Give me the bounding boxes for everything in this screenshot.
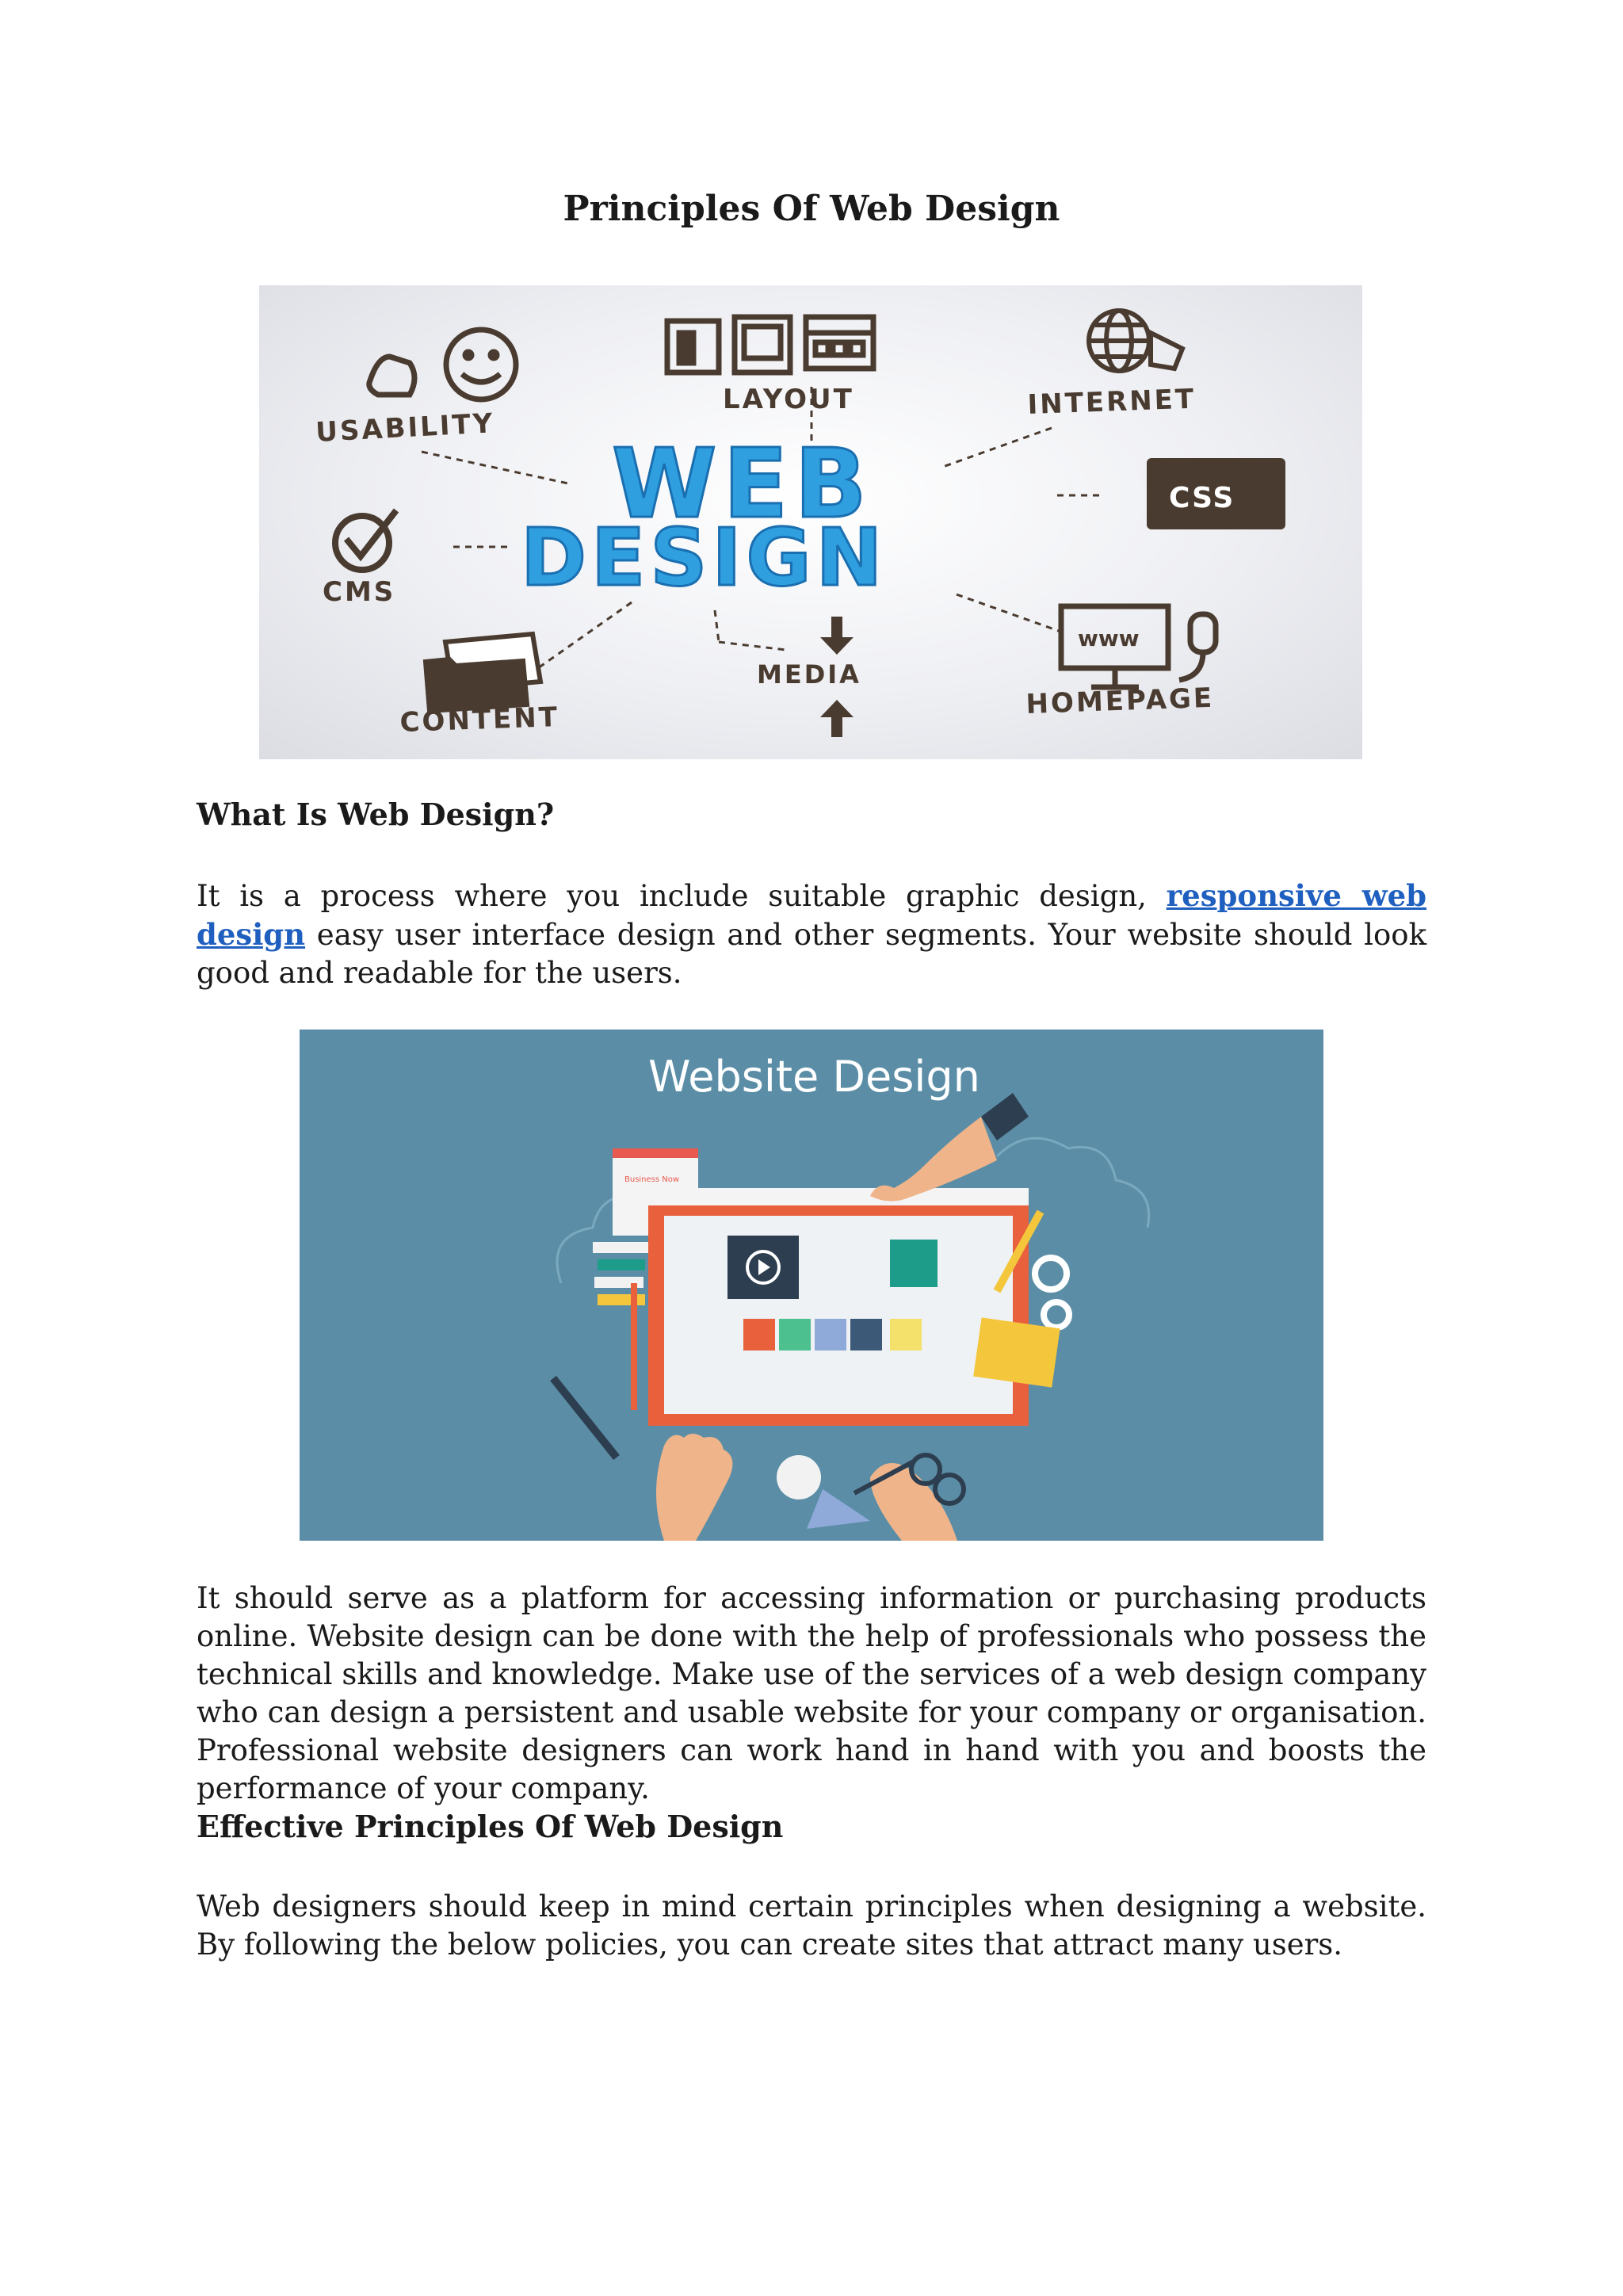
web-word: WEB: [612, 430, 873, 540]
page-title: Principles Of Web Design: [563, 189, 1060, 229]
css-label: CSS: [1169, 482, 1235, 514]
web-design-concept-image: [259, 285, 1362, 759]
hand-bottom-left: [656, 1434, 732, 1541]
paragraph-effective-principles: Web designers should keep in mind certain principles when designing a website. By following the below policies, you can create sites that attract many users.: [197, 1889, 1426, 1962]
website-design-illustration: [300, 1030, 1323, 1541]
layout-label: LAYOUT: [723, 384, 854, 415]
layout-icon: [667, 317, 873, 372]
paragraph-what-is-web-design: [197, 877, 1426, 992]
content-icon: [426, 634, 540, 711]
gear-icon: [1035, 1258, 1069, 1328]
responsive-web-design-link[interactable]: responsive web design: [197, 878, 1427, 952]
cms-icon: [335, 510, 396, 570]
section-heading-effective-principles: Effective Principles Of Web Design: [197, 1809, 784, 1844]
illustration-title: Website Design: [648, 1052, 980, 1102]
sticky-note-text: Business Now: [624, 1175, 680, 1184]
www-label: www: [1078, 625, 1140, 651]
folder-card: [973, 1317, 1060, 1387]
homepage-label: HOMEPAGE: [1025, 682, 1215, 720]
internet-label: INTERNET: [1026, 383, 1197, 421]
internet-icon: [1089, 311, 1182, 371]
usability-label: USABILITY: [315, 407, 496, 449]
media-label: MEDIA: [757, 659, 861, 690]
design-word: DESIGN: [521, 511, 888, 604]
paragraph-text: It is a process where you include suitable graphic design,: [197, 879, 1167, 913]
usability-icon: [369, 330, 516, 399]
speech-bubble: [777, 1455, 821, 1499]
content-label: CONTENT: [399, 701, 560, 739]
paragraph-text: easy user interface design and other segments. Your website should look good and readable for the users.: [197, 918, 1426, 990]
section-heading-what-is-web-design: What Is Web Design?: [197, 797, 555, 832]
paragraph-platform: It should serve as a platform for accessing information or purchasing products online. Website design can be done with the help of professionals who possess the technical skills and knowledge. Make use of the services of a web design company who can design a persistent and usable website for your company or organisation. Professional website designers can work hand in hand with you and boosts the performance of your company.: [197, 1581, 1426, 1805]
cms-label: CMS: [323, 576, 396, 608]
